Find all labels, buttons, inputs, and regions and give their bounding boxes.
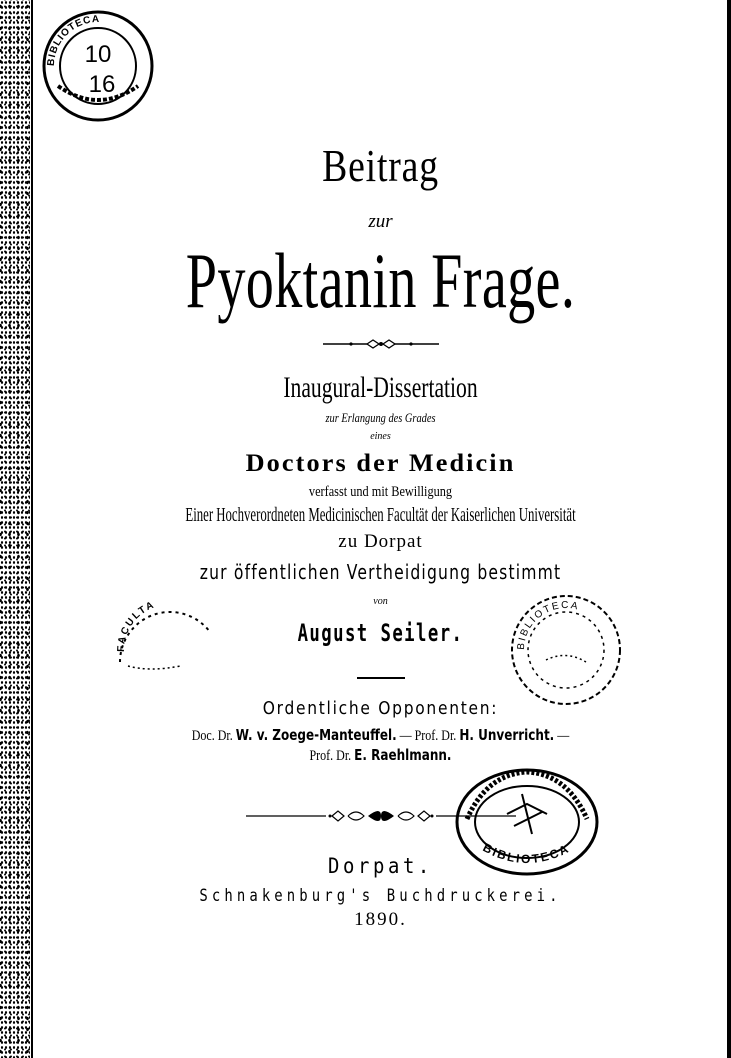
zu-dorpat-line: zu Dorpat (338, 531, 423, 552)
eines-line: eines (370, 431, 391, 442)
stamp-text: BIBLIOTECA (515, 599, 581, 651)
opponent-name: E. Raehlmann. (354, 746, 452, 764)
opponents-line-2 (100, 746, 661, 765)
imprint-year: 1890. (354, 909, 407, 930)
opponents-line-1 (100, 726, 661, 745)
svg-text:BIBLIOTECA (516, 600, 581, 650)
binding-line (31, 0, 33, 1058)
von-line: von (373, 596, 388, 607)
opponent-title: Prof. Dr. (309, 748, 355, 764)
title-zur: zur (368, 211, 393, 232)
opponent-name: W. v. Zoege-Manteuffel. (235, 726, 397, 744)
opponent-title: Doc. Dr. (191, 728, 236, 744)
separator-rule (30, 666, 731, 668)
degree-title: Doctors der Medicin (245, 450, 516, 477)
verfasst-line: verfasst und mit Bewilligung (308, 484, 453, 500)
stamp-text: BIBLIOTECA (45, 13, 101, 67)
page-edge (727, 0, 731, 1058)
binding-edge (0, 0, 30, 1058)
author-name: August Seiler. (297, 619, 464, 647)
stamp-text: BIBLIOTECA (480, 840, 573, 867)
opponents-heading: Ordentliche Opponenten: (262, 698, 499, 719)
title-beitrag: Beitrag (322, 140, 439, 191)
library-stamp-right (506, 590, 626, 708)
imprint-city: Dorpat. (328, 854, 433, 878)
imprint-printer: Schnakenburg's Buchdruckerei. (199, 886, 562, 906)
ornament-bottom (30, 806, 731, 826)
erlangung-line: zur Erlangung des Grades (325, 410, 436, 425)
opponent-separator: — Prof. Dr. (396, 728, 460, 744)
stamp-number-bottom: 16 (88, 71, 116, 98)
defence-line: zur öffentlichen Vertheidigung bestimmt (199, 560, 562, 584)
ornament-top (30, 337, 731, 351)
title-main: Pyoktanin Frage. (185, 237, 576, 324)
opponent-separator: — (554, 728, 570, 744)
stamp-number-top: 10 (84, 41, 112, 68)
faculty-line: Einer Hochverordneten Medicinischen Facultät der Kaiserlichen Universität (185, 504, 576, 526)
opponent-name: H. Unverricht. (459, 726, 555, 744)
library-stamp-top (38, 6, 158, 124)
dissertation-heading: Inaugural-Dissertation (283, 371, 478, 404)
stamp-text: FACULTA (115, 599, 158, 653)
